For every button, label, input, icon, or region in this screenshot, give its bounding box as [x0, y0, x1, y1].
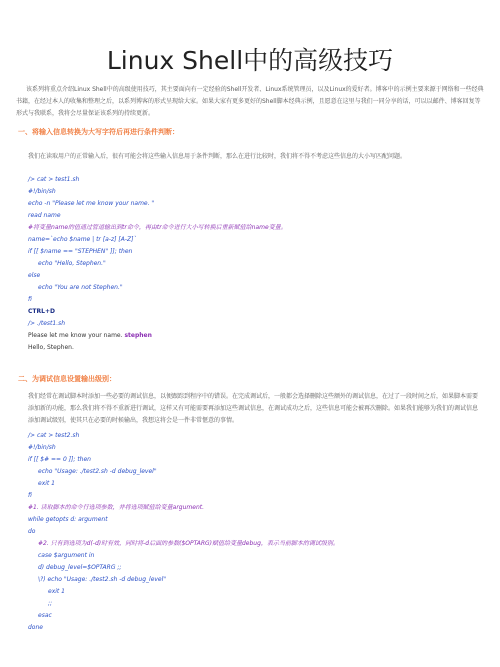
- test1-code-line-text: #将变量name的值通过管道输出到tr命令，再由tr命令进行大小写转换后重新赋值给name变量。: [28, 224, 287, 231]
- test1-code-line: [28, 186, 478, 198]
- test1-code-line-text: name=`echo $name | tr [a-z] [A-Z]`: [28, 236, 137, 243]
- test2-code-line: [28, 586, 478, 598]
- test2-code-line: [28, 502, 478, 514]
- test1-code-line-text: if [[ $name == "STEPHEN" ]]; then: [28, 248, 133, 255]
- test1-code-line: [28, 174, 478, 186]
- test1-code-line-text: Hello, Stephen.: [28, 344, 74, 351]
- section-heading-debug-level: 二、为调试信息设置输出级别：: [18, 375, 116, 383]
- test2-code-line: [28, 562, 478, 574]
- test2-code-line: [28, 610, 478, 622]
- test1-code-line: [28, 222, 478, 234]
- test2-code-line: [28, 442, 478, 454]
- test2-code-line: [28, 466, 478, 478]
- test2-code-line-text: #2. 只有到选项为d(-d)时有效，同时将-d后面的参数($OPTARG)赋值给变量debug，表示当前脚本的调试级别。: [38, 540, 339, 547]
- test1-code-line: [28, 198, 478, 210]
- test1-code-line-text: echo -n "Please let me know your name. ": [28, 200, 155, 207]
- test2-code-line-text: case $argument in: [38, 552, 95, 559]
- test1-code-line: [28, 318, 478, 330]
- test2-code-line: [28, 538, 478, 550]
- test2-code-line: [28, 514, 478, 526]
- section-paragraph-debug-level: 我们经常在调试脚本时添加一些必要的调试信息，以便跟踪到程序中的错误。在完成调试后，一般都会选择删除这些额外的调试信息，在过了一段时间之后，如果脚本需要添加新的功能，那么我们将不得不重新进行调试，这样又有可能需要再添加这些调试信息，在调试成功之后，这些信息可能会被再次删除。如果我们能够为我们的调试信息添加调试级别，使其只在必要的时候输出，我想这将会是一件非常惬意的事情。: [28, 393, 479, 424]
- code-block-test1: [28, 174, 478, 354]
- test2-code-line: [28, 622, 478, 634]
- test2-code-line-text: ;;: [48, 600, 53, 607]
- test1-code-line-text: read name: [28, 212, 61, 219]
- test2-code-line-text: echo "Usage: ./test2.sh -d debug_level": [38, 468, 157, 475]
- test1-code-line: [28, 294, 478, 306]
- test2-code-line-text: #!/bin/sh: [28, 444, 56, 451]
- test1-code-line-text: Please let me know your name.: [28, 332, 125, 339]
- intro-paragraph: 该系列将重点介绍Linux Shell中的高级使用技巧，其主要面向有一定经验的Shell开发者、Linux系统管理员，以及Linux的爱好者。博客中的示例主要来源于网络和一些经典书籍，在经过本人的收集和整理之后，以系列博客的形式呈现给大家。如果大家有更多更好的Shell脚本经典示例，且愿意在这里与我们一同分享的话，可以以邮件、博客回复等形式与我联系，我将会尽量保证该系列的持续更新。: [16, 86, 484, 117]
- test2-code-line-text: d) debug_level=$OPTARG ;;: [38, 564, 122, 571]
- test2-code-line-text: exit 1: [38, 480, 55, 487]
- test2-code-line-text: exit 1: [48, 588, 65, 595]
- page-title: Linux Shell中的高级技巧: [106, 45, 394, 75]
- test1-code-line-text: else: [28, 272, 41, 279]
- test1-code-line-text: /> ./test1.sh: [28, 320, 66, 327]
- test1-code-line-text: #!/bin/sh: [28, 188, 56, 195]
- test2-code-line-text: esac: [38, 612, 52, 619]
- test2-code-line-text: fi: [28, 492, 32, 499]
- test2-code-line-text: do: [28, 528, 36, 535]
- test1-code-line: [28, 210, 478, 222]
- test1-code-line: [28, 342, 478, 354]
- test2-code-line-text: while getopts d: argument: [28, 516, 108, 523]
- test1-code-line: [28, 270, 478, 282]
- test1-code-line: [28, 234, 478, 246]
- test1-code-line: [28, 330, 478, 342]
- test2-code-line: [28, 490, 478, 502]
- test2-code-line: [28, 454, 478, 466]
- test1-code-line-text: echo "You are not Stephen.": [38, 284, 123, 291]
- test1-code-line: [28, 306, 478, 318]
- test1-code-user-input: stephen: [124, 332, 152, 339]
- test2-code-line-text: done: [28, 624, 43, 631]
- test1-code-line: [28, 282, 478, 294]
- test2-code-line: [28, 526, 478, 538]
- code-block-test2: [28, 430, 478, 634]
- test2-code-line: [28, 598, 478, 610]
- test1-code-line-text: echo "Hello, Stephen.": [38, 260, 106, 267]
- test2-code-line-text: /> cat > test2.sh: [28, 432, 80, 439]
- test2-code-line-text: if [[ $# == 0 ]]; then: [28, 456, 91, 463]
- test1-code-line: [28, 246, 478, 258]
- test2-code-line: [28, 430, 478, 442]
- test1-code-line-text: CTRL+D: [28, 308, 55, 315]
- test1-code-line-text: /> cat > test1.sh: [28, 176, 80, 183]
- test2-code-line: [28, 478, 478, 490]
- test2-code-line-text: #1. 读取脚本的命令行选项参数，并将选项赋值给变量argument.: [28, 504, 205, 511]
- test2-code-line: [28, 550, 478, 562]
- section-paragraph-uppercase: 我们在读取用户的正常输入后，很有可能会将这些输入信息用于条件判断，那么在进行比较时，我们将不得不考虑这些信息的大小写匹配问题。: [28, 153, 407, 160]
- section-heading-uppercase: 一、将输入信息转换为大写字符后再进行条件判断：: [18, 128, 179, 136]
- test1-code-line: [28, 258, 478, 270]
- test1-code-line-text: fi: [28, 296, 32, 303]
- test2-code-line-text: \?) echo "Usage: ./test2.sh -d debug_level": [38, 576, 167, 583]
- test2-code-line: [28, 574, 478, 586]
